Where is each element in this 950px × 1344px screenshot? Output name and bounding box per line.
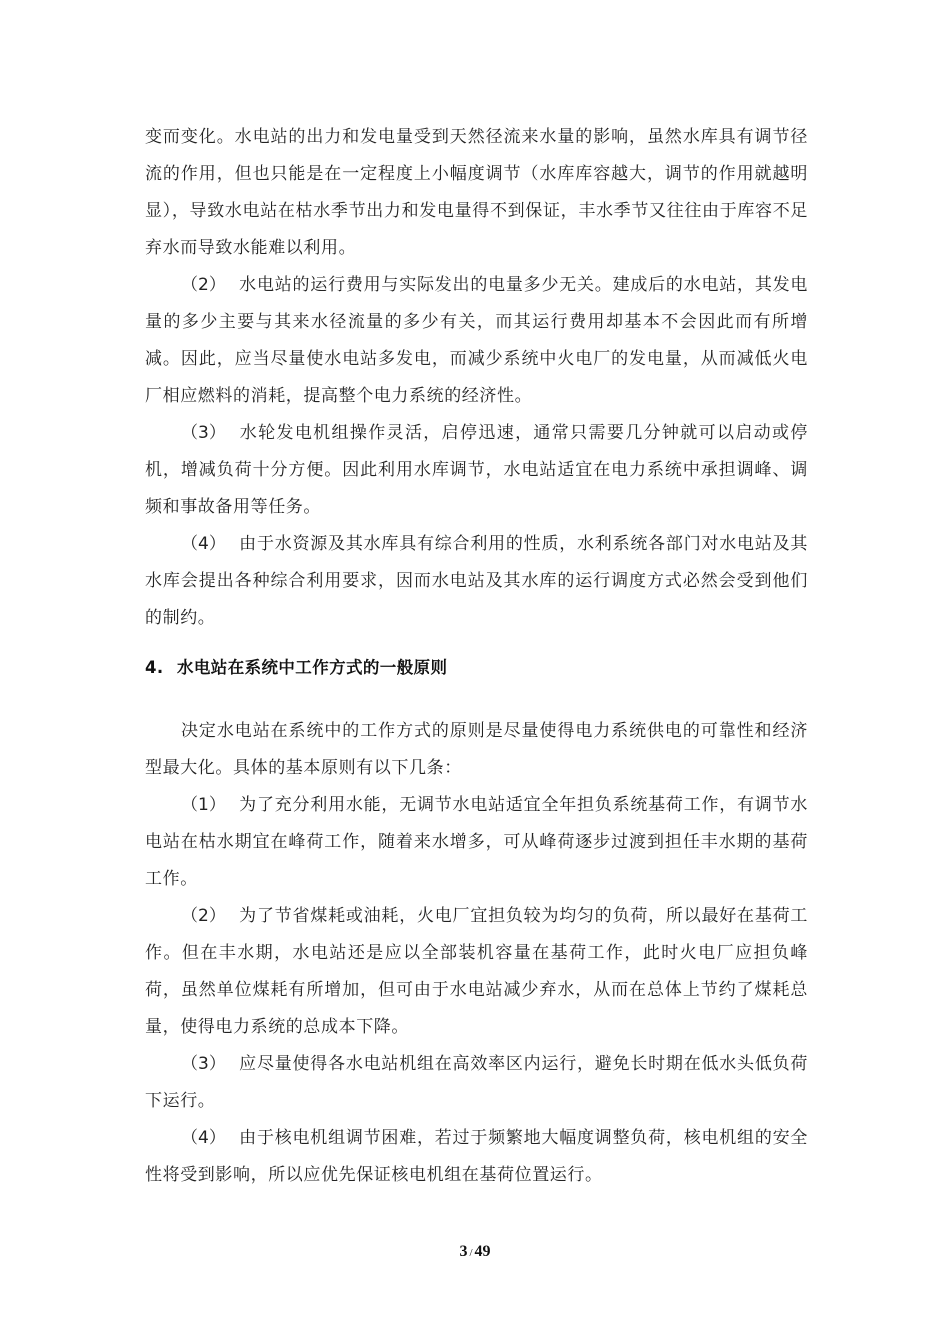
section-title: 水电站在系统中工作方式的一般原则 (177, 658, 448, 677)
current-page: 3 (459, 1243, 468, 1260)
item-number: （2） (181, 275, 226, 295)
section-number: 4. (145, 658, 164, 677)
paragraph-text: 水电站的运行费用与实际发出的电量多少无关。建成后的水电站，其发电量的多少主要与其来水径流量的多少有关，而其运行费用却基本不会因此而有所增减。因此，应当尽量使水电站多发电，而减少系统中火电厂的发电量，从而减低火电厂相应燃料的消耗，提高整个电力系统的经济性。 (145, 275, 808, 406)
item-number: （3） (181, 1054, 226, 1074)
item-number: （4） (181, 534, 226, 554)
principle-item-2 (145, 898, 808, 1046)
paragraph-text: 水轮发电机组操作灵活，启停迅速，通常只需要几分钟就可以启动或停机，增减负荷十分方便。因此利用水库调节，水电站适宜在电力系统中承担调峰、调频和事故备用等任务。 (145, 423, 808, 517)
total-pages: 49 (474, 1243, 491, 1260)
paragraph-text: 应尽量使得各水电站机组在高效率区内运行，避免长时期在低水头低负荷下运行。 (145, 1054, 808, 1111)
paragraph-continuation (145, 119, 808, 267)
paragraph-text: 为了充分利用水能，无调节水电站适宜全年担负系统基荷工作，有调节水电站在枯水期宜在峰荷工作，随着来水增多，可从峰荷逐步过渡到担任丰水期的基荷工作。 (145, 795, 808, 889)
item-number: （3） (181, 423, 226, 443)
paragraph-item-3 (145, 415, 808, 526)
intro-paragraph (145, 713, 808, 787)
page-number-footer (0, 1243, 950, 1261)
page-separator: / (469, 1247, 473, 1259)
paragraph-text: 由于核电机组调节困难，若过于频繁地大幅度调整负荷，核电机组的安全性将受到影响，所以应优先保证核电机组在基荷位置运行。 (145, 1128, 808, 1185)
document-body (145, 119, 808, 1194)
principle-item-1 (145, 787, 808, 898)
paragraph-item-4 (145, 526, 808, 637)
paragraph-text: 决定水电站在系统中的工作方式的原则是尽量使得电力系统供电的可靠性和经济型最大化。具体的基本原则有以下几条： (145, 721, 808, 778)
section-heading (145, 653, 808, 683)
paragraph-text: 为了节省煤耗或油耗，火电厂宜担负较为均匀的负荷，所以最好在基荷工作。但在丰水期，水电站还是应以全部装机容量在基荷工作，此时火电厂应担负峰荷，虽然单位煤耗有所增加，但可由于水电站减少弃水，从而在总体上节约了煤耗总量，使得电力系统的总成本下降。 (145, 906, 808, 1037)
principle-item-3 (145, 1046, 808, 1120)
item-number: （4） (181, 1128, 226, 1148)
item-number: （1） (181, 795, 226, 815)
paragraph-text: 由于水资源及其水库具有综合利用的性质，水利系统各部门对水电站及其水库会提出各种综合利用要求，因而水电站及其水库的运行调度方式必然会受到他们的制约。 (145, 534, 808, 628)
principle-item-4 (145, 1120, 808, 1194)
paragraph-item-2 (145, 267, 808, 415)
item-number: （2） (181, 906, 226, 926)
paragraph-text: 变而变化。水电站的出力和发电量受到天然径流来水量的影响，虽然水库具有调节径流的作用，但也只能是在一定程度上小幅度调节（水库库容越大，调节的作用就越明显），导致水电站在枯水季节出力和发电量得不到保证，丰水季节又往往由于库容不足弃水而导致水能难以利用。 (145, 127, 808, 258)
